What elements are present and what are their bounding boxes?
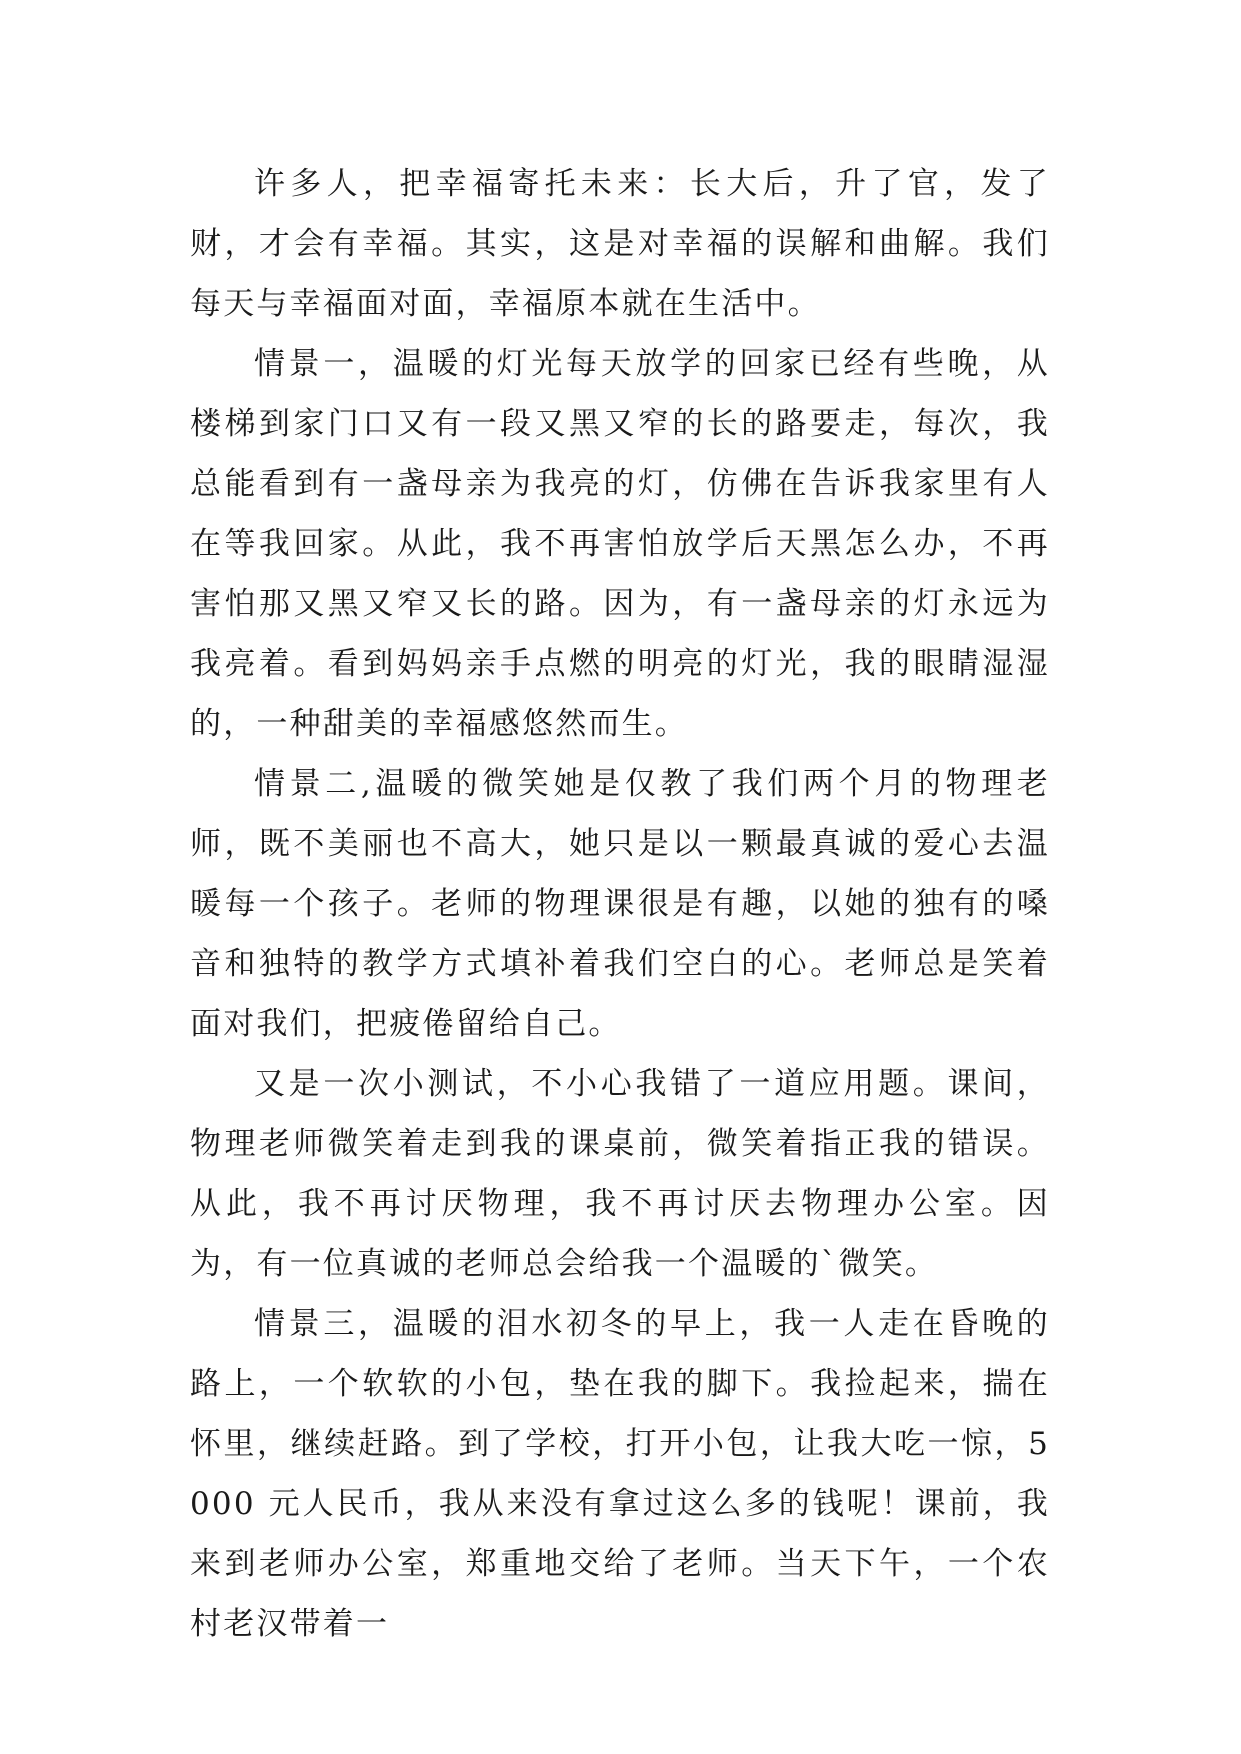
paragraph-scene-two: 情景二,温暖的微笑她是仅教了我们两个月的物理老师，既不美丽也不高大，她只是以一颗最真诚的爱心去温暖每一个孩子。老师的物理课很是有趣，以她的独有的嗓音和独特的教学方式填补着我们空白的心。老师总是笑着面对我们，把疲倦留给自己。 xyxy=(190,766,1050,1042)
paragraph-scene-one: 情景一，温暖的灯光每天放学的回家已经有些晚，从楼梯到家门口又有一段又黑又窄的长的路要走，每次，我总能看到有一盏母亲为我亮的灯，仿佛在告诉我家里有人在等我回家。从此，我不再害怕放学后天黑怎么办，不再害怕那又黑又窄又长的路。因为，有一盏母亲的灯永远为我亮着。看到妈妈亲手点燃的明亮的灯光，我的眼睛湿湿的，一种甜美的幸福感悠然而生。 xyxy=(190,346,1050,742)
paragraph-scene-three: 情景三，温暖的泪水初冬的早上，我一人走在昏晚的路上，一个软软的小包，垫在我的脚下。我捡起来，揣在怀里，继续赶路。到了学校，打开小包，让我大吃一惊，5000 元人民币，我从来没有拿过这么多的钱呢！课前，我来到老师办公室，郑重地交给了老师。当天下午，一个农村老汉带着一 xyxy=(190,1306,1050,1642)
paragraph-scene-two-continued: 又是一次小测试，不小心我错了一道应用题。课间，物理老师微笑着走到我的课桌前，微笑着指正我的错误。从此，我不再讨厌物理，我不再讨厌去物理办公室。因为，有一位真诚的老师总会给我一个温暖的`微笑。 xyxy=(190,1066,1050,1282)
paragraph-intro: 许多人，把幸福寄托未来：长大后，升了官，发了财，才会有幸福。其实，这是对幸福的误解和曲解。我们每天与幸福面对面，幸福原本就在生活中。 xyxy=(190,166,1050,322)
document-body xyxy=(190,154,1050,1654)
